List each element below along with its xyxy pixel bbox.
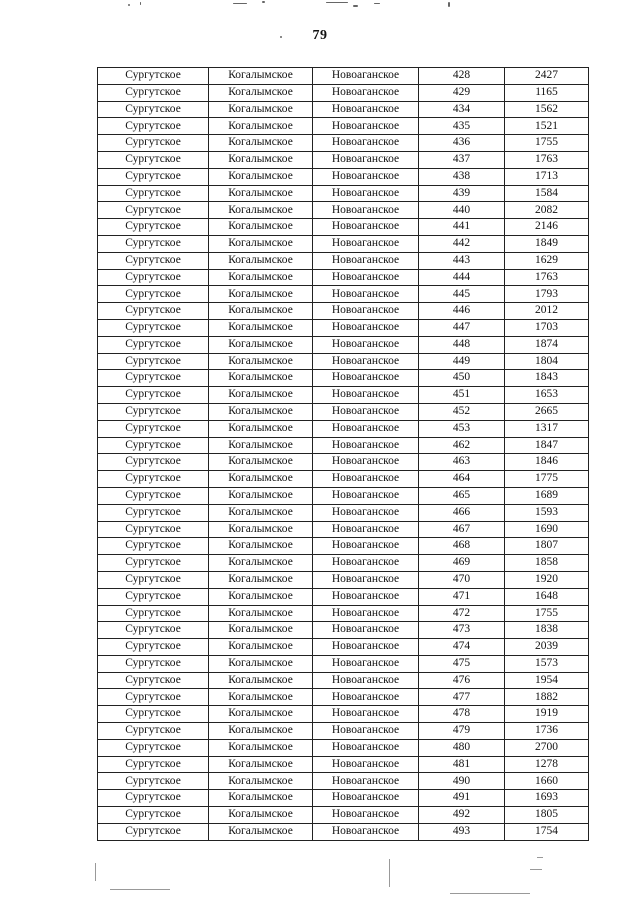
number-cell: 467 (419, 521, 505, 538)
table-row (98, 135, 589, 152)
district-cell: Когалымское (209, 605, 313, 622)
oblast-cell: Сургутское (98, 823, 209, 840)
number-cell: 480 (419, 739, 505, 756)
oblast-cell: Сургутское (98, 168, 209, 185)
oblast-cell: Сургутское (98, 622, 209, 639)
oblast-cell: Сургутское (98, 571, 209, 588)
value-cell: 1846 (505, 454, 589, 471)
table-row (98, 639, 589, 656)
number-cell: 473 (419, 622, 505, 639)
value-cell: 2039 (505, 639, 589, 656)
table-row (98, 286, 589, 303)
field-cell: Новоаганское (313, 101, 419, 118)
field-cell: Новоаганское (313, 739, 419, 756)
district-cell: Когалымское (209, 202, 313, 219)
table-row (98, 471, 589, 488)
district-cell: Когалымское (209, 151, 313, 168)
field-cell: Новоаганское (313, 68, 419, 85)
number-cell: 477 (419, 689, 505, 706)
district-cell: Когалымское (209, 118, 313, 135)
field-cell: Новоаганское (313, 588, 419, 605)
value-cell: 1736 (505, 723, 589, 740)
district-cell: Когалымское (209, 538, 313, 555)
number-cell: 450 (419, 370, 505, 387)
table-row (98, 706, 589, 723)
number-cell: 490 (419, 773, 505, 790)
district-cell: Когалымское (209, 101, 313, 118)
field-cell: Новоаганское (313, 319, 419, 336)
number-cell: 438 (419, 168, 505, 185)
field-cell: Новоаганское (313, 504, 419, 521)
value-cell: 1804 (505, 353, 589, 370)
district-cell: Когалымское (209, 504, 313, 521)
number-cell: 451 (419, 387, 505, 404)
district-cell: Когалымское (209, 303, 313, 320)
value-cell: 1703 (505, 319, 589, 336)
district-cell: Когалымское (209, 403, 313, 420)
district-cell: Когалымское (209, 639, 313, 656)
number-cell: 436 (419, 135, 505, 152)
oblast-cell: Сургутское (98, 303, 209, 320)
scan-noise-bottom (0, 855, 640, 905)
table-row (98, 538, 589, 555)
oblast-cell: Сургутское (98, 219, 209, 236)
value-cell: 1713 (505, 168, 589, 185)
district-cell: Когалымское (209, 168, 313, 185)
number-cell: 444 (419, 269, 505, 286)
oblast-cell: Сургутское (98, 68, 209, 85)
district-cell: Когалымское (209, 370, 313, 387)
district-cell: Когалымское (209, 68, 313, 85)
oblast-cell: Сургутское (98, 319, 209, 336)
number-cell: 442 (419, 235, 505, 252)
table-row (98, 235, 589, 252)
oblast-cell: Сургутское (98, 639, 209, 656)
oblast-cell: Сургутское (98, 420, 209, 437)
field-cell: Новоаганское (313, 487, 419, 504)
number-cell: 449 (419, 353, 505, 370)
value-cell: 1629 (505, 252, 589, 269)
field-cell: Новоаганское (313, 538, 419, 555)
field-cell: Новоаганское (313, 269, 419, 286)
field-cell: Новоаганское (313, 639, 419, 656)
number-cell: 472 (419, 605, 505, 622)
oblast-cell: Сургутское (98, 252, 209, 269)
table-row (98, 101, 589, 118)
table-row (98, 252, 589, 269)
table-row (98, 807, 589, 824)
field-cell: Новоаганское (313, 605, 419, 622)
table-row (98, 655, 589, 672)
field-cell: Новоаганское (313, 286, 419, 303)
field-cell: Новоаганское (313, 437, 419, 454)
table-row (98, 756, 589, 773)
district-cell: Когалымское (209, 555, 313, 572)
number-cell: 446 (419, 303, 505, 320)
number-cell: 441 (419, 219, 505, 236)
field-cell: Новоаганское (313, 135, 419, 152)
oblast-cell: Сургутское (98, 706, 209, 723)
oblast-cell: Сургутское (98, 605, 209, 622)
district-cell: Когалымское (209, 235, 313, 252)
district-cell: Когалымское (209, 387, 313, 404)
district-cell: Когалымское (209, 706, 313, 723)
field-cell: Новоаганское (313, 823, 419, 840)
value-cell: 1562 (505, 101, 589, 118)
value-cell: 1653 (505, 387, 589, 404)
field-cell: Новоаганское (313, 420, 419, 437)
oblast-cell: Сургутское (98, 739, 209, 756)
district-cell: Когалымское (209, 655, 313, 672)
table-row (98, 454, 589, 471)
table-row (98, 168, 589, 185)
district-cell: Когалымское (209, 689, 313, 706)
table-row (98, 403, 589, 420)
value-cell: 1763 (505, 269, 589, 286)
oblast-cell: Сургутское (98, 370, 209, 387)
oblast-cell: Сургутское (98, 84, 209, 101)
oblast-cell: Сургутское (98, 521, 209, 538)
oblast-cell: Сургутское (98, 689, 209, 706)
value-cell: 1874 (505, 336, 589, 353)
field-cell: Новоаганское (313, 807, 419, 824)
value-cell: 1754 (505, 823, 589, 840)
number-cell: 481 (419, 756, 505, 773)
number-cell: 462 (419, 437, 505, 454)
value-cell: 1838 (505, 622, 589, 639)
value-cell: 1690 (505, 521, 589, 538)
field-cell: Новоаганское (313, 571, 419, 588)
table-row (98, 504, 589, 521)
field-cell: Новоаганское (313, 252, 419, 269)
number-cell: 453 (419, 420, 505, 437)
table-row (98, 723, 589, 740)
district-cell: Когалымское (209, 588, 313, 605)
field-cell: Новоаганское (313, 235, 419, 252)
field-cell: Новоаганское (313, 303, 419, 320)
value-cell: 1763 (505, 151, 589, 168)
oblast-cell: Сургутское (98, 353, 209, 370)
district-cell: Когалымское (209, 84, 313, 101)
number-cell: 492 (419, 807, 505, 824)
table-row (98, 185, 589, 202)
number-cell: 468 (419, 538, 505, 555)
oblast-cell: Сургутское (98, 454, 209, 471)
value-cell: 1805 (505, 807, 589, 824)
number-cell: 469 (419, 555, 505, 572)
district-cell: Когалымское (209, 807, 313, 824)
district-cell: Когалымское (209, 823, 313, 840)
table-row (98, 823, 589, 840)
oblast-cell: Сургутское (98, 286, 209, 303)
district-cell: Когалымское (209, 319, 313, 336)
value-cell: 1847 (505, 437, 589, 454)
value-cell: 1521 (505, 118, 589, 135)
table-row (98, 605, 589, 622)
table-row (98, 420, 589, 437)
district-cell: Когалымское (209, 219, 313, 236)
field-cell: Новоаганское (313, 168, 419, 185)
value-cell: 1858 (505, 555, 589, 572)
oblast-cell: Сургутское (98, 487, 209, 504)
table-row (98, 521, 589, 538)
oblast-cell: Сургутское (98, 672, 209, 689)
oblast-cell: Сургутское (98, 555, 209, 572)
value-cell: 1849 (505, 235, 589, 252)
district-cell: Когалымское (209, 269, 313, 286)
table-row (98, 202, 589, 219)
number-cell: 464 (419, 471, 505, 488)
field-cell: Новоаганское (313, 689, 419, 706)
number-cell: 434 (419, 101, 505, 118)
value-cell: 1919 (505, 706, 589, 723)
value-cell: 2427 (505, 68, 589, 85)
number-cell: 479 (419, 723, 505, 740)
table-row (98, 303, 589, 320)
number-cell: 452 (419, 403, 505, 420)
value-cell: 1165 (505, 84, 589, 101)
field-cell: Новоаганское (313, 790, 419, 807)
district-cell: Когалымское (209, 185, 313, 202)
district-cell: Когалымское (209, 471, 313, 488)
field-cell: Новоаганское (313, 387, 419, 404)
table-row (98, 353, 589, 370)
field-cell: Новоаганское (313, 336, 419, 353)
oblast-cell: Сургутское (98, 235, 209, 252)
table-row (98, 319, 589, 336)
number-cell: 428 (419, 68, 505, 85)
value-cell: 1317 (505, 420, 589, 437)
field-cell: Новоаганское (313, 151, 419, 168)
number-cell: 445 (419, 286, 505, 303)
field-cell: Новоаганское (313, 454, 419, 471)
oblast-cell: Сургутское (98, 403, 209, 420)
value-cell: 1755 (505, 605, 589, 622)
oblast-cell: Сургутское (98, 588, 209, 605)
district-cell: Когалымское (209, 487, 313, 504)
table-row (98, 118, 589, 135)
district-cell: Когалымское (209, 756, 313, 773)
field-cell: Новоаганское (313, 202, 419, 219)
field-cell: Новоаганское (313, 521, 419, 538)
number-cell: 476 (419, 672, 505, 689)
oblast-cell: Сургутское (98, 471, 209, 488)
table-row (98, 689, 589, 706)
district-cell: Когалымское (209, 454, 313, 471)
number-cell: 437 (419, 151, 505, 168)
oblast-cell: Сургутское (98, 151, 209, 168)
field-cell: Новоаганское (313, 706, 419, 723)
table-row (98, 487, 589, 504)
table-row (98, 773, 589, 790)
table-row (98, 84, 589, 101)
table-row (98, 672, 589, 689)
oblast-cell: Сургутское (98, 185, 209, 202)
field-cell: Новоаганское (313, 622, 419, 639)
value-cell: 1882 (505, 689, 589, 706)
number-cell: 443 (419, 252, 505, 269)
field-cell: Новоаганское (313, 84, 419, 101)
table-row (98, 739, 589, 756)
number-cell: 463 (419, 454, 505, 471)
number-cell: 478 (419, 706, 505, 723)
table-row (98, 336, 589, 353)
oblast-cell: Сургутское (98, 807, 209, 824)
field-cell: Новоаганское (313, 555, 419, 572)
district-cell: Когалымское (209, 420, 313, 437)
table-row (98, 387, 589, 404)
district-cell: Когалымское (209, 723, 313, 740)
number-cell: 439 (419, 185, 505, 202)
value-cell: 2700 (505, 739, 589, 756)
oblast-cell: Сургутское (98, 269, 209, 286)
table-row (98, 68, 589, 85)
oblast-cell: Сургутское (98, 790, 209, 807)
district-cell: Когалымское (209, 521, 313, 538)
district-cell: Когалымское (209, 773, 313, 790)
value-cell: 1648 (505, 588, 589, 605)
value-cell: 1807 (505, 538, 589, 555)
number-cell: 493 (419, 823, 505, 840)
number-cell: 435 (419, 118, 505, 135)
district-cell: Когалымское (209, 252, 313, 269)
table-row (98, 370, 589, 387)
scan-noise-top (0, 0, 640, 30)
field-cell: Новоаганское (313, 471, 419, 488)
oblast-cell: Сургутское (98, 202, 209, 219)
value-cell: 1920 (505, 571, 589, 588)
field-cell: Новоаганское (313, 185, 419, 202)
table-row (98, 790, 589, 807)
district-cell: Когалымское (209, 622, 313, 639)
data-table (97, 67, 589, 841)
oblast-cell: Сургутское (98, 756, 209, 773)
district-cell: Когалымское (209, 571, 313, 588)
table-row (98, 588, 589, 605)
field-cell: Новоаганское (313, 655, 419, 672)
oblast-cell: Сургутское (98, 437, 209, 454)
field-cell: Новоаганское (313, 403, 419, 420)
district-cell: Когалымское (209, 437, 313, 454)
value-cell: 1573 (505, 655, 589, 672)
value-cell: 1755 (505, 135, 589, 152)
oblast-cell: Сургутское (98, 118, 209, 135)
field-cell: Новоаганское (313, 353, 419, 370)
value-cell: 1660 (505, 773, 589, 790)
number-cell: 447 (419, 319, 505, 336)
value-cell: 1593 (505, 504, 589, 521)
value-cell: 1793 (505, 286, 589, 303)
table-body (98, 68, 589, 841)
oblast-cell: Сургутское (98, 387, 209, 404)
oblast-cell: Сургутское (98, 336, 209, 353)
district-cell: Когалымское (209, 672, 313, 689)
number-cell: 471 (419, 588, 505, 605)
table-row (98, 437, 589, 454)
value-cell: 1693 (505, 790, 589, 807)
field-cell: Новоаганское (313, 723, 419, 740)
table-row (98, 151, 589, 168)
district-cell: Когалымское (209, 739, 313, 756)
field-cell: Новоаганское (313, 118, 419, 135)
number-cell: 475 (419, 655, 505, 672)
oblast-cell: Сургутское (98, 504, 209, 521)
value-cell: 2082 (505, 202, 589, 219)
district-cell: Когалымское (209, 135, 313, 152)
table-row (98, 219, 589, 236)
field-cell: Новоаганское (313, 773, 419, 790)
field-cell: Новоаганское (313, 672, 419, 689)
number-cell: 470 (419, 571, 505, 588)
number-cell: 474 (419, 639, 505, 656)
field-cell: Новоаганское (313, 370, 419, 387)
oblast-cell: Сургутское (98, 538, 209, 555)
oblast-cell: Сургутское (98, 655, 209, 672)
number-cell: 466 (419, 504, 505, 521)
field-cell: Новоаганское (313, 756, 419, 773)
table-row (98, 269, 589, 286)
oblast-cell: Сургутское (98, 773, 209, 790)
value-cell: 2146 (505, 219, 589, 236)
value-cell: 1584 (505, 185, 589, 202)
value-cell: 1278 (505, 756, 589, 773)
number-cell: 465 (419, 487, 505, 504)
value-cell: 1775 (505, 471, 589, 488)
oblast-cell: Сургутское (98, 723, 209, 740)
value-cell: 1689 (505, 487, 589, 504)
value-cell: 1843 (505, 370, 589, 387)
page-number: 79 (312, 28, 328, 43)
table-row (98, 555, 589, 572)
oblast-cell: Сургутское (98, 101, 209, 118)
number-cell: 440 (419, 202, 505, 219)
table-row (98, 622, 589, 639)
number-cell: 448 (419, 336, 505, 353)
value-cell: 2665 (505, 403, 589, 420)
oblast-cell: Сургутское (98, 135, 209, 152)
district-cell: Когалымское (209, 353, 313, 370)
number-cell: 429 (419, 84, 505, 101)
field-cell: Новоаганское (313, 219, 419, 236)
value-cell: 1954 (505, 672, 589, 689)
district-cell: Когалымское (209, 790, 313, 807)
table-row (98, 571, 589, 588)
value-cell: 2012 (505, 303, 589, 320)
district-cell: Когалымское (209, 336, 313, 353)
number-cell: 491 (419, 790, 505, 807)
district-cell: Когалымское (209, 286, 313, 303)
